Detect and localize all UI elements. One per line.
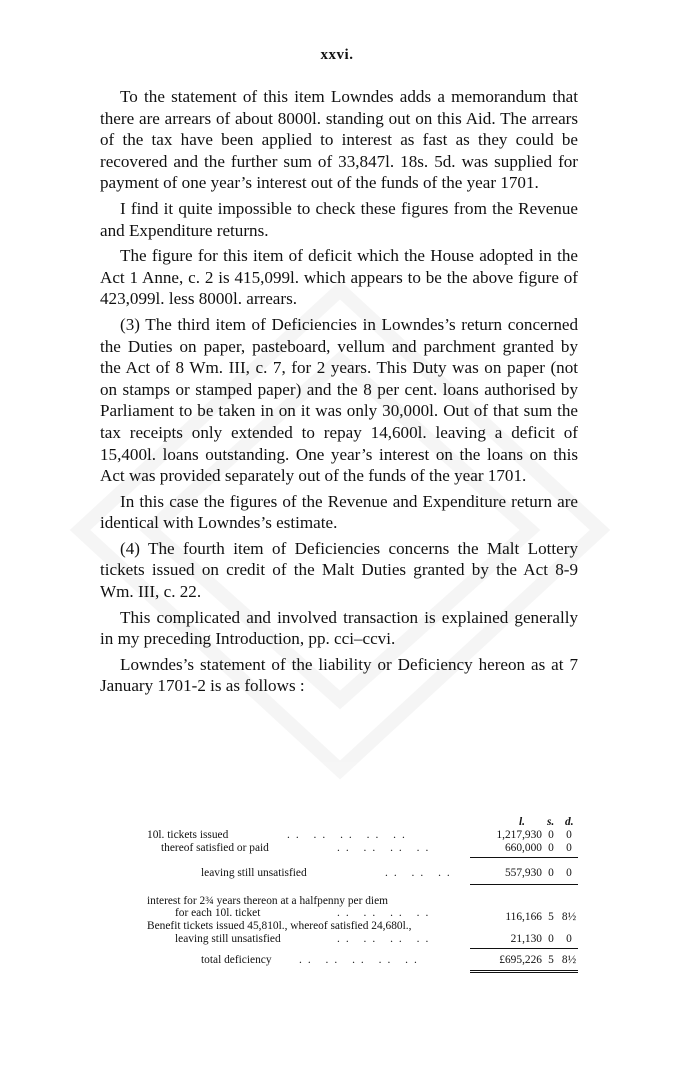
ledger-row-shillings: 0 [548,932,554,945]
paragraph: (3) The third item of Deficiencies in Lowndes’s return concerned the Duties on paper, pasteboard, vellum and parchment granted by the Act of 8 Wm. III, c. 7, for 2 years. This Duty was on paper (not on stamps or stamped paper) and the 8 per cent. loans authorised by Parliament to be taken in on it was only 30,000l. Out of that sum the tax receipts only extended to repay 14,600l. leaving a deficit of 15,400l. loans outstanding. One year’s interest on the loans on this Act was provided separately out of the funds of the year 1701. [100,314,578,486]
ledger-row-label: Benefit tickets issued 45,810l., whereof satisfied 24,680l., [147,919,412,932]
ledger-total-row: total deficiency .. .. .. .. .. £695,226 5 8½ [201,954,577,967]
shillings-header: s. [547,816,555,828]
ledger-row-label: for each 10l. ticket [175,907,261,920]
paragraph: I find it quite impossible to check these figures from the Revenue and Expenditure returns. [100,198,578,240]
deficiency-ledger [147,816,577,973]
ledger-row-pounds: 21,130 [510,932,542,945]
paragraph: The figure for this item of deficit which the House adopted in the Act 1 Anne, c. 2 is 415,099l. which appears to be the above figure of 423,099l. less 8000l. arrears. [100,246,578,309]
ledger-row-pence: 8½ [561,911,577,924]
ledger-row-pence: 0 [566,829,572,841]
ledger-row: leaving still unsatisfied .. .. .. .. 21,130 0 0 [147,933,577,946]
ledger-row-shillings: 0 [548,841,554,854]
paragraph: In this case the figures of the Revenue and Expenditure return are identical with Lowndes’s estimate. [100,491,578,533]
ledger-row-label: thereof satisfied or paid [161,841,269,854]
ledger-rule [470,884,578,885]
ledger-row-shillings: 5 [548,954,554,967]
ledger-row-pounds: £695,226 [499,954,542,967]
ledger-row-label: 10l. tickets issued [147,829,229,841]
ledger-row-pence: 0 [566,841,572,854]
ledger-column-headers [147,816,577,829]
ledger-row: leaving still unsatisfied .. .. .. 557,930 0 0 [147,867,577,880]
ledger-row-shillings: 0 [548,867,554,880]
ledger-rule [470,857,578,858]
ledger-row-pounds: 660,000 [504,841,542,854]
ledger-row-label: total deficiency [201,954,272,967]
ledger-double-rule [470,970,578,971]
ledger-row: 10l. tickets issued .. .. .. .. .. 1,217,930 0 0 [147,829,577,842]
ledger-row-label: leaving still unsatisfied [175,932,281,945]
ledger-row-shillings: 0 [548,829,554,841]
ledger-row-label: leaving still unsatisfied [201,867,307,880]
paragraph: (4) The fourth item of Deficiencies concerns the Malt Lottery tickets issued on credit of the Malt Duties granted by the Act 8-9 Wm. III, c. 22. [100,538,578,602]
ledger-double-rule [470,972,578,973]
page-number: xxvi. [320,47,354,63]
ledger-row: thereof satisfied or paid .. .. .. .. 660,000 0 0 [147,842,577,855]
ledger-row-pounds: 1,217,930 [496,829,542,841]
ledger-row-pounds: 557,930 [504,867,542,880]
ledger-rule [470,948,578,949]
paragraph: To the statement of this item Lowndes adds a memorandum that there are arrears of about 8000l. standing out on this Aid. The arrears of the tax have been applied to interest as fast as they could be recovered and the further sum of 33,847l. 18s. 5d. was supplied for payment of one year’s interest out of the funds of the year 1701. [100,87,578,193]
ledger-row-pence: 8½ [561,954,577,967]
ledger-row [147,920,577,933]
ledger-row-pence: 0 [566,932,572,945]
ledger-row: for each 10l. ticket .. .. .. .. 116,166 5 8½ [175,907,577,924]
ledger-row-pounds: 116,166 [505,911,542,924]
ledger-row-pence: 0 [566,867,572,880]
ledger-row [147,895,577,908]
ledger-row-label: interest for 2¾ years thereon at a halfpenny per diem [147,894,389,907]
pounds-header: l. [519,816,526,828]
paragraph: This complicated and involved transaction is explained generally in my preceding Introduction, pp. cci–ccvi. [100,607,578,649]
paragraph: Lowndes’s statement of the liability or Deficiency hereon as at 7 January 1701-2 is as follows : [100,654,578,696]
body-text [100,86,578,701]
ledger-row-shillings: 5 [548,911,554,924]
pence-header: d. [565,816,574,828]
